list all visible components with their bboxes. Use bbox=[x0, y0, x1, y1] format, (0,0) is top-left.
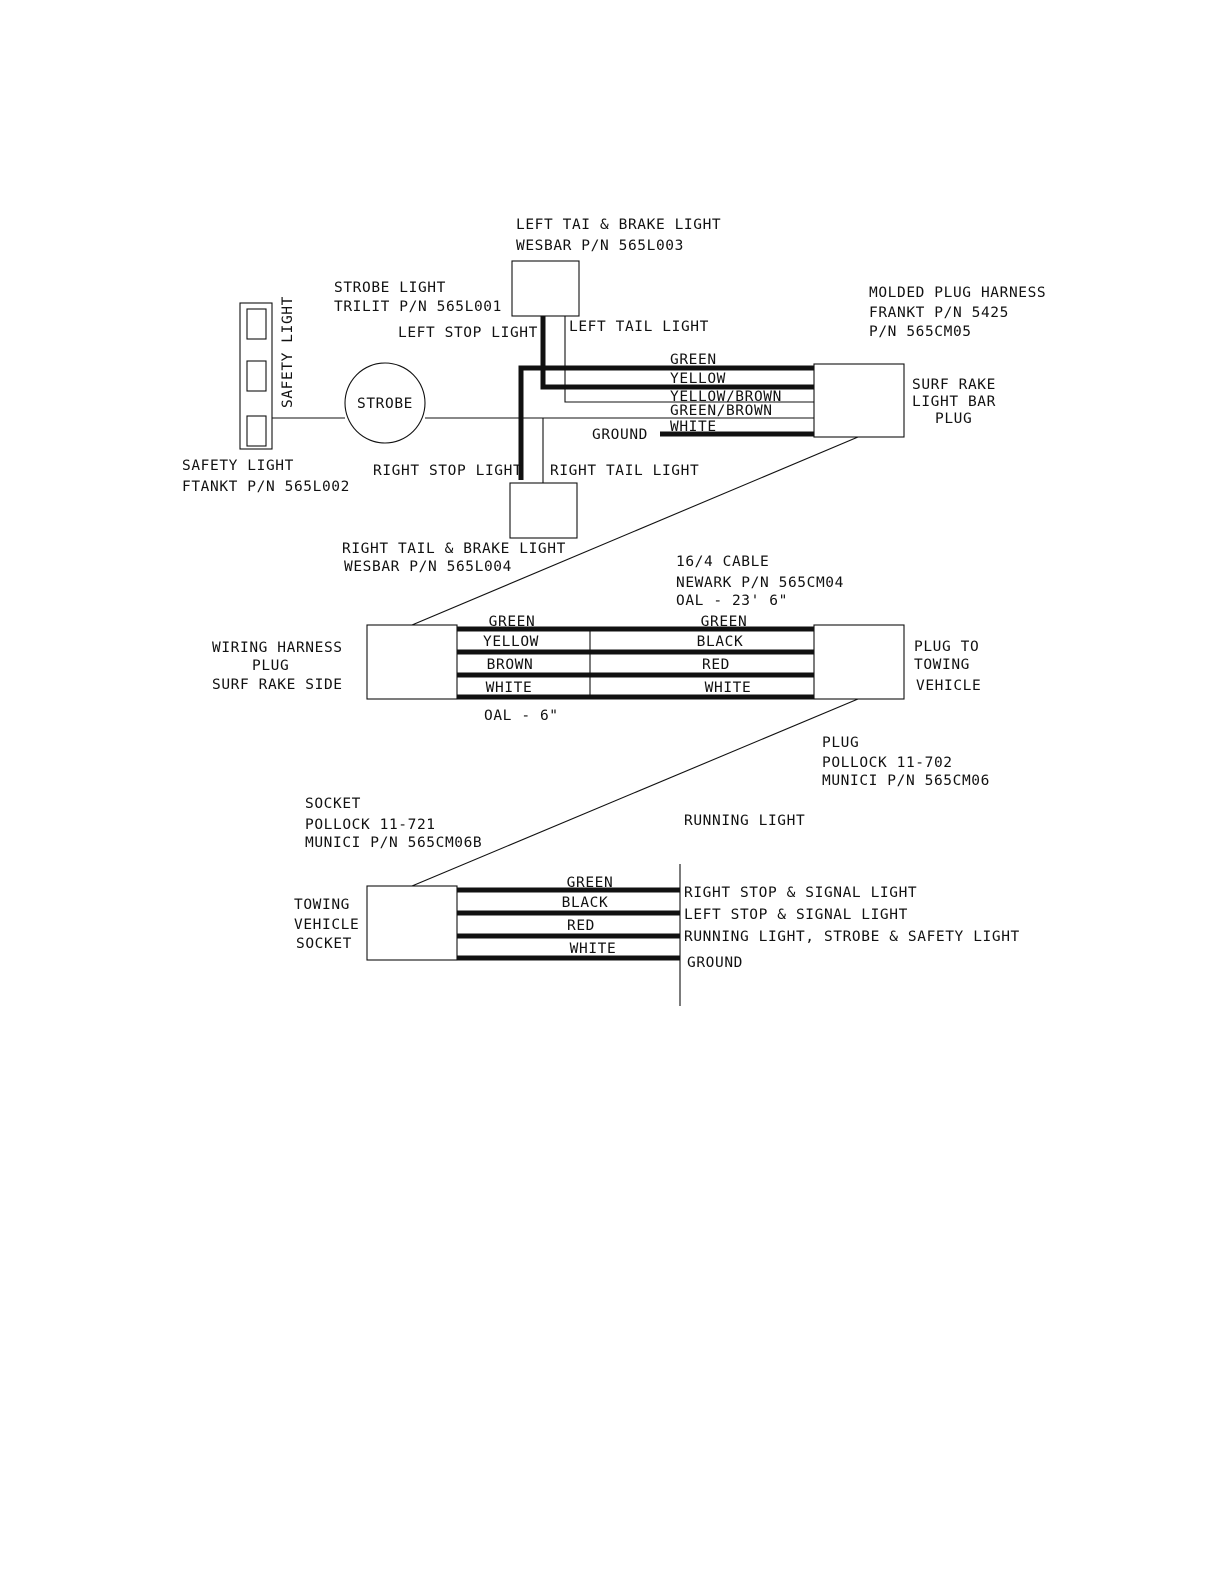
left-wire-white: WHITE bbox=[485, 680, 533, 696]
right-wire-green: GREEN bbox=[700, 614, 748, 630]
left-wire-green: GREEN bbox=[488, 614, 536, 630]
left-wire-yellow: YELLOW bbox=[483, 634, 539, 650]
safety-light-fixture bbox=[240, 303, 272, 449]
right-wire-black: BLACK bbox=[696, 634, 744, 650]
right-wire-white: WHITE bbox=[704, 680, 752, 696]
wiring-harness-plug-box bbox=[367, 625, 457, 699]
socket-label-2: POLLOCK 11-721 bbox=[305, 817, 436, 833]
cable-label-3: OAL - 23' 6" bbox=[676, 593, 788, 609]
safety-light-vertical-label: SAFETY LIGHT bbox=[280, 296, 296, 408]
towing-socket-label-3: SOCKET bbox=[296, 936, 352, 952]
molded-plug-label-2: FRANKT P/N 5425 bbox=[869, 305, 1009, 321]
wiring-harness-label-1: WIRING HARNESS bbox=[212, 640, 343, 656]
left-stop-light-label: LEFT STOP LIGHT bbox=[398, 325, 538, 341]
safety-light-label-1: SAFETY LIGHT bbox=[182, 458, 294, 474]
ground-label: GROUND bbox=[592, 427, 648, 443]
wire-green-label: GREEN bbox=[670, 352, 717, 368]
right-stop-light-label: RIGHT STOP LIGHT bbox=[373, 463, 523, 479]
running-light-label: RUNNING LIGHT bbox=[684, 813, 806, 829]
output-left-stop: LEFT STOP & SIGNAL LIGHT bbox=[684, 907, 908, 923]
surf-rake-plug-label-2: LIGHT BAR bbox=[912, 394, 996, 410]
socket-wire-white: WHITE bbox=[569, 941, 617, 957]
strobe-light-label-2: TRILIT P/N 565L001 bbox=[334, 299, 502, 315]
towing-socket-label-1: TOWING bbox=[294, 897, 350, 913]
towing-vehicle-socket-box bbox=[367, 886, 457, 960]
connector-line-bottom bbox=[412, 699, 858, 886]
left-wire-brown: BROWN bbox=[486, 657, 534, 673]
strobe-label: STROBE bbox=[357, 396, 413, 412]
molded-plug-label-1: MOLDED PLUG HARNESS bbox=[869, 285, 1047, 301]
surf-rake-plug-label-1: SURF RAKE bbox=[912, 377, 996, 393]
cable-label-2: NEWARK P/N 565CM04 bbox=[676, 575, 844, 591]
towing-socket-label-2: VEHICLE bbox=[294, 917, 360, 933]
plug-pollock-label-3: MUNICI P/N 565CM06 bbox=[822, 773, 990, 789]
surf-rake-plug-label-3: PLUG bbox=[935, 411, 973, 427]
plug-to-towing-label-2: TOWING bbox=[914, 657, 970, 673]
surf-rake-plug-box bbox=[814, 364, 904, 437]
plug-pollock-label-2: POLLOCK 11-702 bbox=[822, 755, 953, 771]
wiring-harness-label-3: SURF RAKE SIDE bbox=[212, 677, 343, 693]
left-tail-brake-label-2: WESBAR P/N 565L003 bbox=[516, 238, 684, 254]
right-tail-light-label: RIGHT TAIL LIGHT bbox=[550, 463, 700, 479]
wiring-harness-label-2: PLUG bbox=[252, 658, 290, 674]
strobe-light-label-1: STROBE LIGHT bbox=[334, 280, 446, 296]
output-running-light: RUNNING LIGHT, STROBE & SAFETY LIGHT bbox=[684, 929, 1020, 945]
left-tail-brake-box bbox=[512, 261, 579, 316]
right-wire-red: RED bbox=[702, 657, 730, 673]
socket-wire-black: BLACK bbox=[561, 895, 609, 911]
wire-yellow-brown-label: YELLOW/BROWN bbox=[670, 389, 782, 405]
left-tail-brake-label-1: LEFT TAI & BRAKE LIGHT bbox=[516, 217, 722, 233]
left-tail-light-label: LEFT TAIL LIGHT bbox=[569, 319, 709, 335]
socket-wire-green: GREEN bbox=[566, 875, 614, 891]
right-tail-brake-box bbox=[510, 483, 577, 538]
cable-label-1: 16/4 CABLE bbox=[676, 554, 770, 570]
socket-label-1: SOCKET bbox=[305, 796, 361, 812]
wire-yellow-label: YELLOW bbox=[670, 371, 726, 387]
right-tail-brake-label-2: WESBAR P/N 565L004 bbox=[344, 559, 512, 575]
plug-to-towing-label-3: VEHICLE bbox=[916, 678, 982, 694]
socket-label-3: MUNICI P/N 565CM06B bbox=[305, 835, 483, 851]
safety-light-label-2: FTANKT P/N 565L002 bbox=[182, 479, 350, 495]
plug-pollock-label-1: PLUG bbox=[822, 735, 860, 751]
right-tail-brake-label-1: RIGHT TAIL & BRAKE LIGHT bbox=[342, 541, 566, 557]
wire-green-brown-label: GREEN/BROWN bbox=[670, 403, 773, 419]
molded-plug-label-3: P/N 565CM05 bbox=[869, 324, 972, 340]
output-ground: GROUND bbox=[687, 955, 743, 971]
wire-white-label: WHITE bbox=[670, 419, 717, 435]
oal-short-label: OAL - 6" bbox=[484, 708, 559, 724]
output-right-stop: RIGHT STOP & SIGNAL LIGHT bbox=[684, 885, 918, 901]
plug-to-towing-box bbox=[814, 625, 904, 699]
socket-wire-red: RED bbox=[567, 918, 595, 934]
plug-to-towing-label-1: PLUG TO bbox=[914, 639, 980, 655]
